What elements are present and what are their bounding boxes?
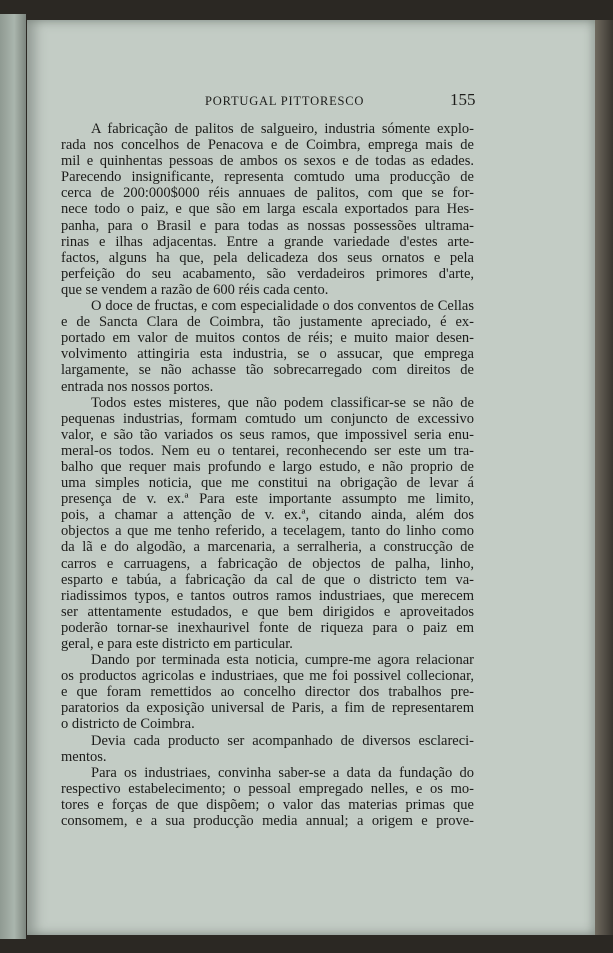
text-line: rada nos concelhos de Penacova e de Coimbra, emprega mais de (61, 137, 474, 154)
text-line: esparto e tabúa, a fabricação da cal de que o districto tem va- (61, 571, 474, 588)
text-line: paratorios da exposição universal de Paris, a fim de representarem (61, 700, 474, 717)
text-line: perfeição do seu acabamento, são verdadeiros primores d'arte, (61, 265, 474, 282)
text-line: riadissimos typos, e tantos outros ramos industriaes, que merecem (61, 587, 474, 604)
paragraph (61, 395, 474, 653)
paragraph (61, 298, 474, 395)
text-line: da lã e do algodão, a marcenaria, a serralheria, a construcção de (61, 539, 474, 556)
paragraph (61, 652, 474, 732)
text-line: nece todo o paiz, e que são em larga escala exportados para Hes- (61, 201, 474, 218)
text-line: portado em valor de muitos contos de réis; e muito maior desen- (61, 330, 474, 347)
page-edge-shadow (595, 20, 613, 935)
text-line: uma simples noticia, que me constitui na obrigação de levar á (61, 475, 474, 492)
text-line: cerca de 200:000$000 réis annuaes de palitos, com que se for- (61, 185, 474, 202)
text-line: que se vendem a razão de 600 réis cada cento. (61, 281, 329, 298)
page-number: 155 (450, 90, 476, 109)
text-line: e que foram remettidos ao concelho director dos trabalhos pre- (61, 684, 474, 701)
text-line: carros e carruagens, a fabricação de objectos de palha, linho, (61, 555, 474, 572)
text-line: Devia cada producto ser acompanhado de diversos esclareci- (91, 732, 474, 749)
text-line: poderão tornar-se inexhaurivel fonte de riqueza para o paiz em (61, 619, 474, 636)
text-line: volvimento attingiria esta industria, se o assucar, que emprega (61, 346, 474, 363)
text-line: Para os industriaes, convinha saber-se a data da fundação do (91, 764, 474, 781)
paragraph (61, 121, 474, 298)
text-line: o districto de Coimbra. (61, 716, 195, 733)
page-header (27, 92, 595, 112)
paragraph (61, 733, 474, 765)
text-line: presença de v. ex.ª Para este importante assumpto me limito, (61, 491, 474, 508)
running-title: PORTUGAL PITTORESCO (205, 94, 365, 108)
text-line: pequenas industrias, formam comtudo um conjuncto de excessivo (61, 410, 474, 427)
text-line: largamente, se não achasse tão sobrecarregado com direitos de (61, 362, 474, 379)
body-text (61, 121, 474, 829)
text-line: Dando por terminada esta noticia, cumpre-me agora relacionar (91, 652, 474, 669)
text-line: Parecendo insignificante, representa comtudo uma producção de (61, 169, 474, 186)
text-line: Todos estes misteres, que não podem classificar-se se não de (91, 394, 474, 411)
text-line: consomem, e a sua producção media annual; a origem e prove- (61, 813, 474, 830)
text-line: rinas e ilhas adjacentas. Entre a grande variedade d'estes arte- (61, 233, 474, 250)
text-line: entrada nos nossos portos. (61, 378, 214, 395)
text-line: balho que requer mais profundo e largo estudo, e não proprio de (61, 458, 474, 475)
text-line: O doce de fructas, e com especialidade o dos conventos de Cellas (91, 298, 474, 315)
text-line: mentos. (61, 748, 107, 765)
text-line: os productos agricolas e industriaes, que me foi possivel collecionar, (61, 668, 474, 685)
text-line: respectivo estabelecimento; o pessoal empregado nelles, e os mo- (61, 780, 474, 797)
text-line: valor, e são tão variados os seus ramos, que impossivel seria enu- (61, 426, 474, 443)
text-line: objectos a que me tenho referido, a tecelagem, tanto do linho como (61, 523, 474, 540)
previous-page-edge (0, 14, 26, 939)
text-line: panha, para o Brasil e para todas as nossas possessões ultrama- (61, 217, 474, 234)
text-line: e de Sancta Clara de Coimbra, tão justamente apreciado, é ex- (61, 314, 474, 331)
text-line: meral-os todos. Nem eu o tentarei, reconhecendo ser este um tra- (61, 442, 474, 459)
text-line: tores e forças de que dispõem; o valor das materias primas que (61, 796, 474, 813)
text-line: A fabricação de palitos de salgueiro, industria sómente explo- (91, 121, 474, 137)
text-line: pois, a chamar a attenção de v. ex.ª, citando ainda, além dos (61, 507, 474, 524)
text-line: geral, e para este districto em particular. (61, 636, 293, 652)
text-line: ser attentamente estudados, e que bem dirigidos e aproveitados (61, 603, 474, 620)
text-line: factos, alguns ha que, pela delicadeza dos seus ornatos e pela (61, 249, 474, 266)
text-line: mil e quinhentas pessoas de ambos os sexos e de todas as edades. (61, 153, 474, 170)
paragraph (61, 765, 474, 829)
